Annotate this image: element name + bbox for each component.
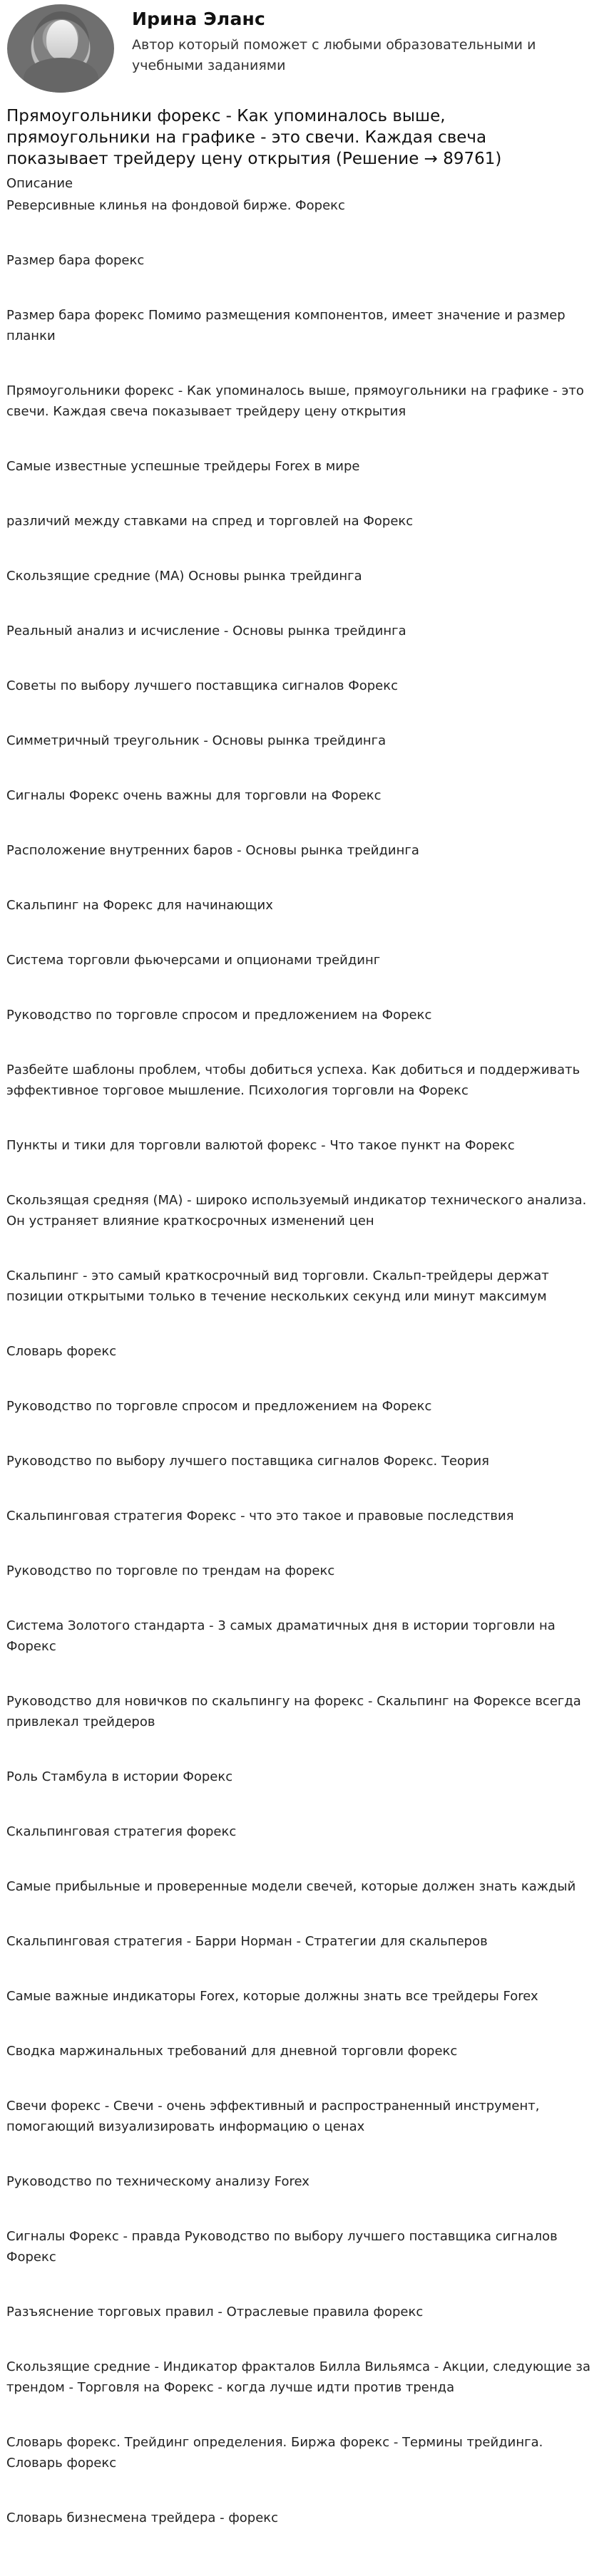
description-item: Советы по выбору лучшего поставщика сигналов Форекс [6, 678, 398, 693]
description-item: Самые важные индикаторы Forex, которые должны знать все трейдеры Forex [6, 1989, 538, 2004]
description-item: Свечи форекс - Свечи - очень эффективный и распространенный инструмент, помогающий визуализировать информацию о ценах [6, 2099, 540, 2134]
description-item: Симметричный треугольник - Основы рынка трейдинга [6, 733, 387, 748]
description-item: Словарь форекс. Трейдинг определения. Биржа форекс - Термины трейдинга. Словарь форекс [6, 2435, 543, 2471]
author-name[interactable]: Ирина Эланс [132, 9, 266, 29]
description-item: Словарь бизнесмена трейдера - форекс [6, 2510, 279, 2525]
description-item: Скальпинговая стратегия форекс [6, 1824, 237, 1839]
description-item: Пункты и тики для торговли валютой форекс - Что такое пункт на Форекс [6, 1138, 515, 1153]
description-item: Роль Стамбула в истории Форекс [6, 1769, 233, 1784]
description-items-list [6, 195, 598, 2528]
description-item: Скользящие средние (MA) Основы рынка трейдинга [6, 569, 362, 584]
description-item: Система Золотого стандарта - 3 самых драматичных дня в истории торговли на Форекс [6, 1618, 556, 1654]
avatar-body-shape [24, 58, 98, 93]
description-item: Скальпинговая стратегия Форекс - что это такое и правовые последствия [6, 1509, 514, 1524]
description-item: Разбейте шаблоны проблем, чтобы добиться успеха. Как добиться и поддерживать эффективное торговое мышление. Психология торговли на Форекс [6, 1062, 580, 1098]
article-content [0, 105, 604, 2528]
description-item: Скользящие средние - Индикатор фракталов Билла Вильямса - Акции, следующие за трендом - Торговля на Форекс - когда лучше идти против тренда [6, 2359, 591, 2395]
author-avatar[interactable] [7, 4, 114, 93]
description-item: Руководство по торговле спросом и предложением на Форекс [6, 1008, 432, 1023]
description-item: Система торговли фьючерсами и опционами трейдинг [6, 953, 381, 968]
description-item: Размер бара форекс Помимо размещения компонентов, имеет значение и размер планки [6, 308, 565, 343]
author-header [0, 0, 604, 105]
description-item: Прямоугольники форекс - Как упоминалось выше, прямоугольники на графике - это свечи. Каждая свеча показывает трейдеру цену открытия [6, 383, 584, 419]
description-item: Руководство по выбору лучшего поставщика сигналов Форекс. Теория [6, 1454, 489, 1469]
description-item: Руководство по техническому анализу Forex [6, 2174, 309, 2189]
description-item: Реальный анализ и исчисление - Основы рынка трейдинга [6, 624, 406, 638]
description-item: Скальпинговая стратегия - Барри Норман - Стратегии для скальперов [6, 1934, 488, 1949]
description-item: Самые известные успешные трейдеры Forex в мире [6, 459, 360, 474]
author-bio: Автор который поможет с любыми образовательными и учебными заданиями [132, 37, 536, 73]
description-item: различий между ставками на спред и торговлей на Форекс [6, 514, 414, 529]
description-item: Самые прибыльные и проверенные модели свечей, которые должен знать каждый [6, 1879, 576, 1894]
description-item: Размер бара форекс [6, 253, 145, 268]
description-item: Сигналы Форекс очень важны для торговли на Форекс [6, 788, 382, 803]
avatar-face-shape [46, 20, 78, 60]
description-item: Сводка маржинальных требований для дневной торговли форекс [6, 2044, 458, 2059]
description-item: Сигналы Форекс - правда Руководство по выбору лучшего поставщика сигналов Форекс [6, 2229, 558, 2265]
description-item: Реверсивные клинья на фондовой бирже. Форекс [6, 198, 345, 213]
description-item: Скальпинг на Форекс для начинающих [6, 898, 273, 913]
description-label: Описание [6, 176, 73, 191]
description-item: Расположение внутренних баров - Основы рынка трейдинга [6, 843, 419, 858]
description-item: Руководство по торговле спросом и предложением на Форекс [6, 1399, 432, 1414]
description-item: Разъяснение торговых правил - Отраслевые правила форекс [6, 2305, 424, 2319]
description-item: Скальпинг - это самый краткосрочный вид торговли. Скальп-трейдеры держат позиции открытыми только в течение нескольких секунд или минут максимум [6, 1268, 549, 1304]
description-item: Руководство для новичков по скальпингу на форекс - Скальпинг на Форексе всегда привлекал трейдеров [6, 1694, 581, 1729]
description-item: Скользящая средняя (MA) - широко используемый индикатор технического анализа. Он устраняет влияние краткосрочных изменений цен [6, 1193, 587, 1228]
description-item: Словарь форекс [6, 1344, 117, 1359]
article-title: Прямоугольники форекс - Как упоминалось выше, прямоугольники на графике - это свечи. Каждая свеча показывает трейдеру цену открытия (Решение → 89761) [6, 107, 502, 168]
description-item: Руководство по торговле по трендам на форекс [6, 1563, 335, 1578]
